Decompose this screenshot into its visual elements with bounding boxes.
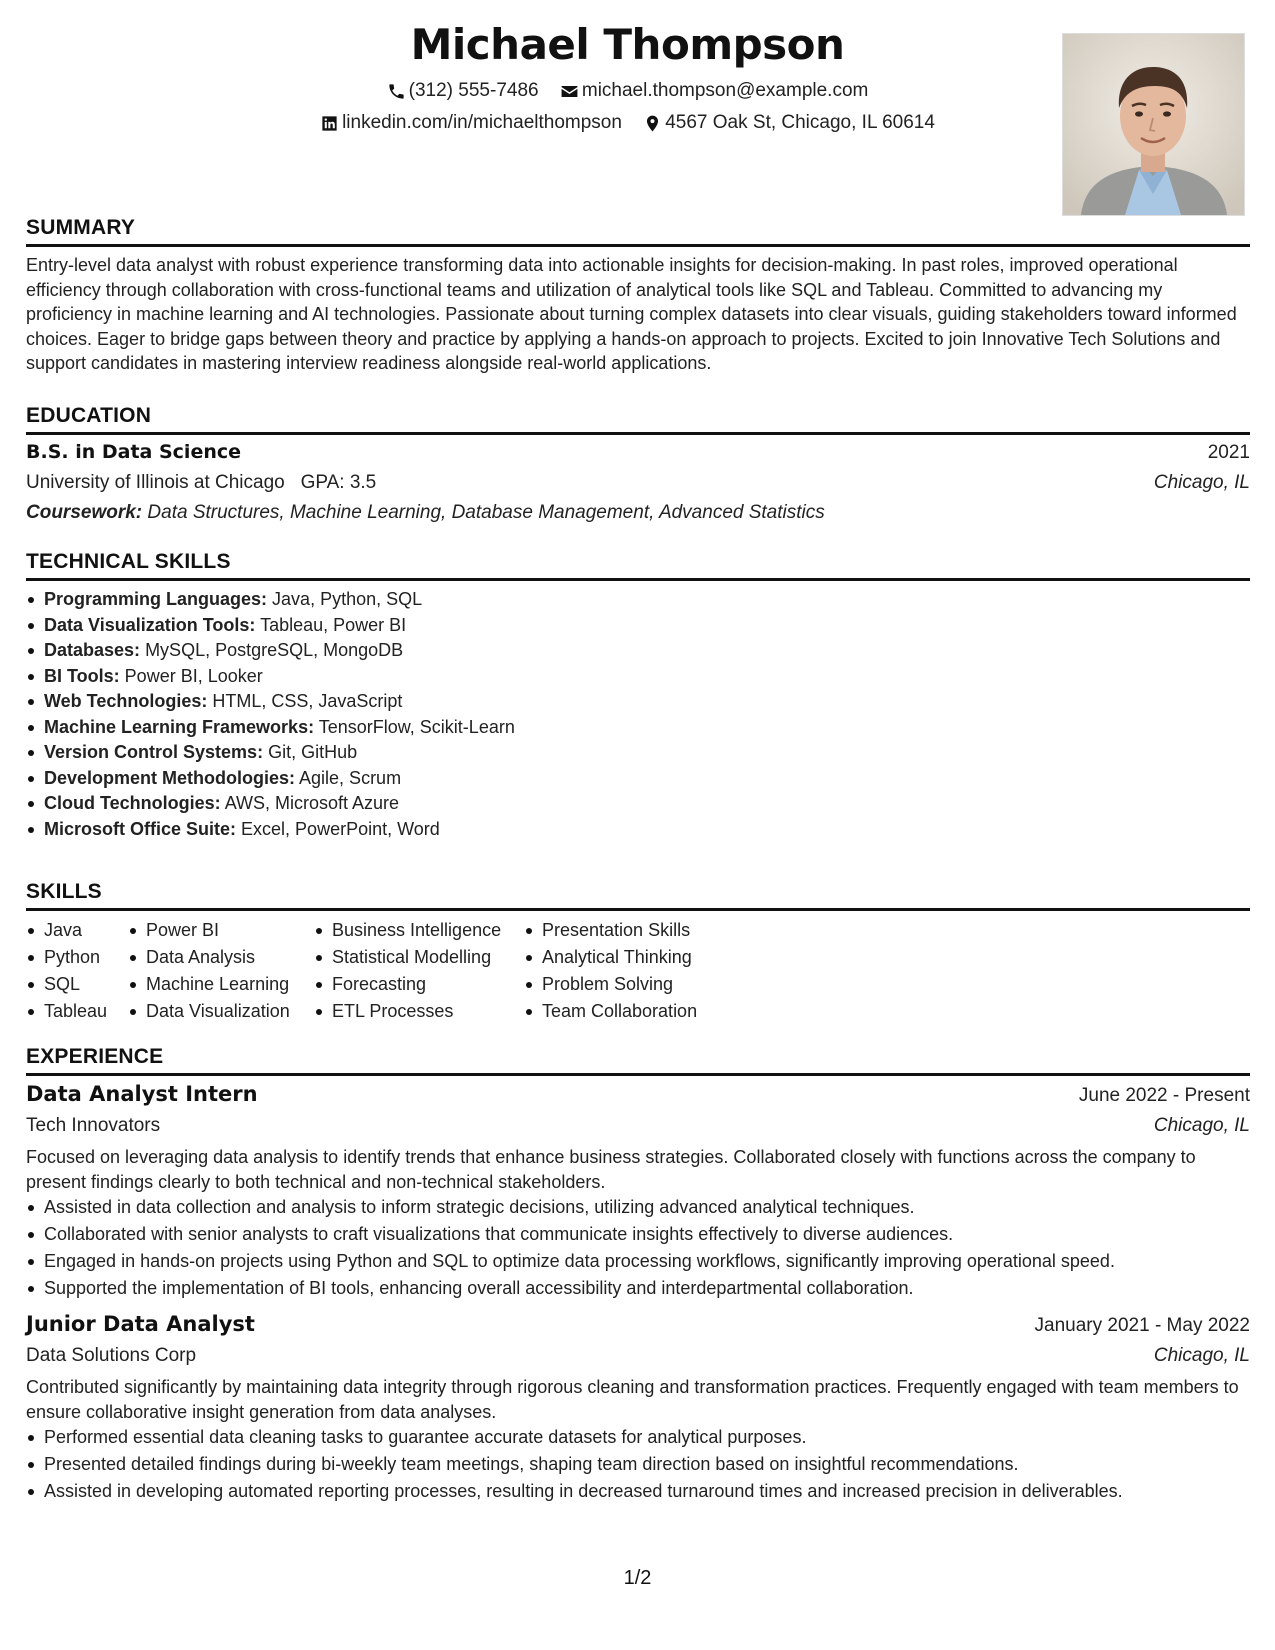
skills-heading: SKILLS <box>26 880 1250 911</box>
skills-column <box>26 917 128 1025</box>
map-pin-icon <box>643 114 662 133</box>
list-item: Assisted in developing automated reporting processes, resulting in decreased turnaround times and increased precision in deliverables. <box>44 1478 1250 1505</box>
list-item: Power BI <box>146 917 314 944</box>
job-description: Contributed significantly by maintaining data integrity through rigorous cleaning and transformation practices. Frequently engaged with team members to ensure collaborative insight generation from data analyses. <box>26 1377 1239 1422</box>
address-contact <box>643 112 935 134</box>
job-entry <box>26 1312 1250 1505</box>
job-sub <box>26 1345 1250 1367</box>
phone-icon <box>387 82 406 101</box>
list-item: Presentation Skills <box>542 917 742 944</box>
experience-section <box>26 1045 1250 1505</box>
list-item: Machine Learning <box>146 971 314 998</box>
skill-category: Version Control Systems: <box>44 742 264 762</box>
email-address[interactable]: michael.thompson@example.com <box>581 80 869 101</box>
skill-category: Programming Languages: <box>44 589 268 609</box>
skill-category: Web Technologies: <box>44 691 208 711</box>
linkedin-contact[interactable] <box>320 112 622 134</box>
list-item <box>44 613 1250 639</box>
phone-number: (312) 555-7486 <box>408 80 539 101</box>
candidate-name: Michael Thompson <box>410 20 845 69</box>
summary-text: Entry-level data analyst with robust experience transforming data into actionable insights for decision-making. In past roles, improved operational efficiency through collaboration with cross-functional teams and utilization of analytical tools like SQL and Tableau. Committed to advancing my proficiency in machine learning and AI technologies. Passionate about turning complex datasets into clear visuals, guiding stakeholders toward informed choices. Eager to bridge gaps between theory and practice by applying a hands-on approach to projects. Excited to join Innovative Tech Solutions and support candidates in mastering interview readiness alongside real-world applications. <box>26 255 1237 373</box>
education-entry-sub <box>26 472 1250 494</box>
skill-category: Cloud Technologies: <box>44 793 221 813</box>
email-contact[interactable] <box>560 80 868 102</box>
graduation-year: 2021 <box>1207 442 1250 463</box>
education-section <box>26 404 1250 524</box>
skill-category: Microsoft Office Suite: <box>44 818 237 839</box>
summary-heading: SUMMARY <box>26 216 1250 247</box>
skill-values: TensorFlow, Scikit-Learn <box>318 716 515 737</box>
list-item: Assisted in data collection and analysis to inform strategic decisions, utilizing advanced analytical techniques. <box>44 1194 1250 1221</box>
job-company: Data Solutions Corp <box>26 1345 197 1366</box>
job-location: Chicago, IL <box>1153 1345 1250 1366</box>
list-item: Performed essential data cleaning tasks to guarantee accurate datasets for analytical purposes. <box>44 1424 1250 1451</box>
degree-title: B.S. in Data Science <box>26 441 242 463</box>
phone-contact <box>387 80 539 102</box>
list-item <box>44 791 1250 817</box>
coursework-list: Data Structures, Machine Learning, Database Management, Advanced Statistics <box>147 502 825 523</box>
coursework-label: Coursework: <box>26 502 143 523</box>
list-item: Problem Solving <box>542 971 742 998</box>
list-item: ETL Processes <box>332 998 524 1025</box>
list-item <box>44 664 1250 690</box>
list-item: Business Intelligence <box>332 917 524 944</box>
skill-category: Machine Learning Frameworks: <box>44 716 315 737</box>
list-item <box>44 638 1250 664</box>
skill-category: Data Visualization Tools: <box>44 614 256 635</box>
page-number: 1/2 <box>623 1567 652 1589</box>
school-location: Chicago, IL <box>1153 472 1250 493</box>
job-dates: June 2022 - Present <box>1078 1085 1250 1106</box>
experience-heading: EXPERIENCE <box>26 1045 1250 1076</box>
gpa: GPA: 3.5 <box>300 472 377 493</box>
coursework <box>26 502 1250 524</box>
list-item: SQL <box>44 971 128 998</box>
list-item: Engaged in hands-on projects using Python and SQL to optimize data processing workflows, significantly improving operational speed. <box>44 1248 1250 1275</box>
skills-column <box>314 917 524 1025</box>
list-item: Supported the implementation of BI tools, enhancing overall accessibility and interdepartmental collaboration. <box>44 1275 1250 1302</box>
list-item: Data Analysis <box>146 944 314 971</box>
education-entry-header <box>26 441 1250 464</box>
skill-category: Databases: <box>44 640 141 660</box>
skills-column <box>524 917 742 1025</box>
job-description: Focused on leveraging data analysis to identify trends that enhance business strategies. Collaborated closely with functions across the company to present findings clearly to both technical and non-technical stakeholders. <box>26 1147 1196 1192</box>
skill-values: MySQL, PostgreSQL, MongoDB <box>145 640 404 660</box>
list-item: Presented detailed findings during bi-weekly team meetings, shaping team direction based on insightful recommendations. <box>44 1451 1250 1478</box>
street-address: 4567 Oak St, Chicago, IL 60614 <box>665 112 935 133</box>
skill-values: Tableau, Power BI <box>260 614 407 635</box>
job-entry <box>26 1082 1250 1302</box>
list-item: Python <box>44 944 128 971</box>
job-header <box>26 1082 1250 1107</box>
skill-values: Git, GitHub <box>268 742 358 762</box>
technical-skills-section <box>26 550 1250 842</box>
list-item <box>44 587 1250 613</box>
list-item: Forecasting <box>332 971 524 998</box>
linkedin-url[interactable]: linkedin.com/in/michaelthompson <box>342 112 622 133</box>
skills-grid <box>26 917 1250 1025</box>
job-bullets <box>26 1194 1250 1302</box>
skill-category: Development Methodologies: <box>44 767 296 788</box>
technical-skills-heading: TECHNICAL SKILLS <box>26 550 1250 581</box>
list-item <box>44 689 1250 715</box>
linkedin-icon <box>320 114 339 133</box>
job-bullets <box>26 1424 1250 1505</box>
list-item <box>44 740 1250 766</box>
job-role: Data Analyst Intern <box>26 1082 258 1106</box>
technical-skills-list <box>26 587 1250 842</box>
envelope-icon <box>560 82 579 101</box>
skill-values: AWS, Microsoft Azure <box>224 793 400 813</box>
job-sub <box>26 1115 1250 1137</box>
job-header <box>26 1312 1250 1337</box>
list-item <box>44 817 1250 843</box>
school-name: University of Illinois at Chicago <box>26 472 285 493</box>
skill-values: Agile, Scrum <box>299 767 402 788</box>
job-role: Junior Data Analyst <box>26 1312 255 1336</box>
list-item <box>44 715 1250 741</box>
list-item: Data Visualization <box>146 998 314 1025</box>
job-dates: January 2021 - May 2022 <box>1034 1315 1250 1336</box>
list-item <box>44 766 1250 792</box>
skill-values: Power BI, Looker <box>124 665 263 686</box>
education-heading: EDUCATION <box>26 404 1250 435</box>
skills-section <box>26 880 1250 1025</box>
list-item: Statistical Modelling <box>332 944 524 971</box>
portrait-illustration <box>1063 34 1244 215</box>
skills-column <box>128 917 314 1025</box>
profile-photo <box>1062 33 1245 216</box>
list-item: Analytical Thinking <box>542 944 742 971</box>
list-item: Collaborated with senior analysts to craft visualizations that communicate insights effectively to diverse audiences. <box>44 1221 1250 1248</box>
job-company: Tech Innovators <box>26 1115 161 1136</box>
job-location: Chicago, IL <box>1153 1115 1250 1136</box>
skill-values: Java, Python, SQL <box>272 589 423 609</box>
list-item: Team Collaboration <box>542 998 742 1025</box>
list-item: Java <box>44 917 128 944</box>
skill-values: HTML, CSS, JavaScript <box>212 691 403 711</box>
skill-category: BI Tools: <box>44 665 120 686</box>
summary-section <box>26 216 1250 376</box>
skill-values: Excel, PowerPoint, Word <box>241 818 440 839</box>
school-info <box>26 472 376 494</box>
list-item: Tableau <box>44 998 128 1025</box>
